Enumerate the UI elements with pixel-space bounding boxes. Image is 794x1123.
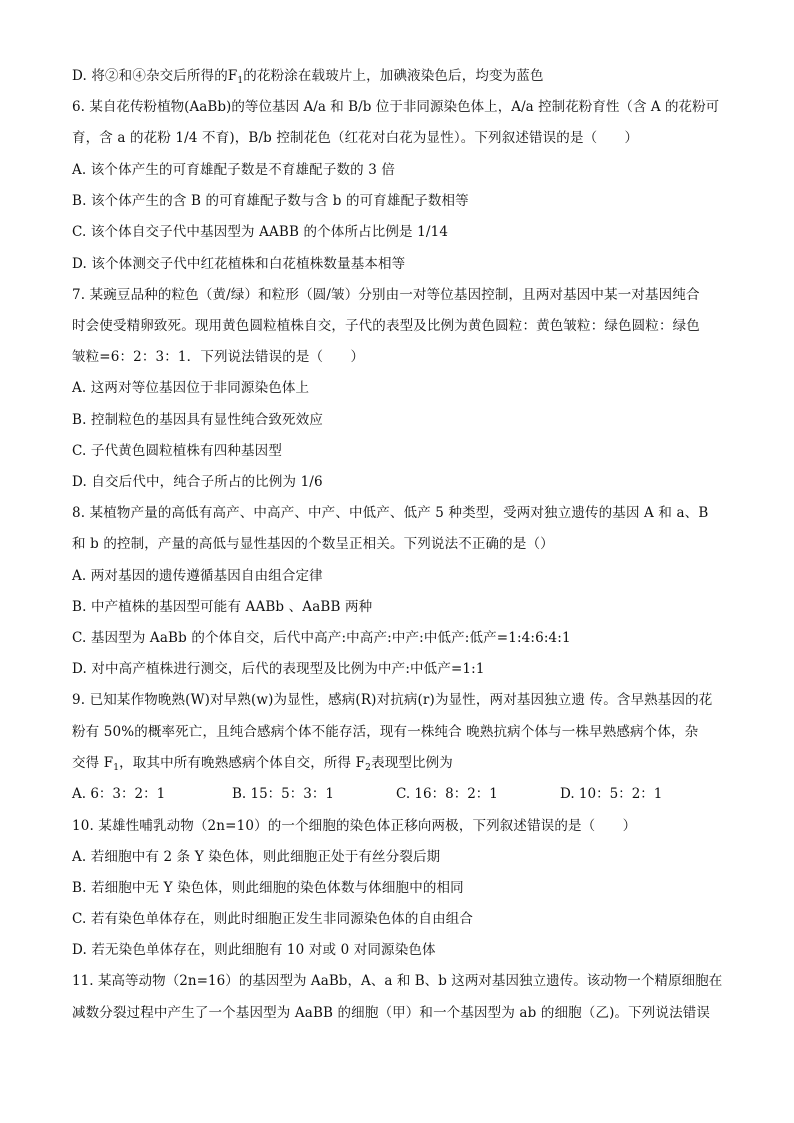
q8-stem-line1: 8. 某植物产量的高低有高产、中高产、中产、中低产、低产 5 种类型，受两对独立遗传的基因 A 和 a、B [72, 505, 709, 521]
q8-option-a: A. 两对基因的遗传遵循基因自由组合定律 [72, 568, 323, 584]
q7-option-d: D. 自交后代中，纯合子所占的比例为 1/6 [72, 474, 323, 490]
q9-stem-line2: 粉有 50%的概率死亡，且纯合感病个体不能存活，现有一株纯合 晚熟抗病个体与一株早熟感病个体，杂 [72, 724, 699, 740]
q9-stem-line3: 交得 $F_1$，取其中所有晚熟感病个体自交，所得 $F_2$表现型比例为 [72, 755, 453, 773]
q10-stem-line1: 10. 某雄性哺乳动物（2n=10）的一个细胞的染色体正移向两极，下列叙述错误的是（ ） [72, 818, 637, 834]
q7-option-c: C. 子代黄色圆粒植株有四种基因型 [72, 443, 282, 459]
q9-option-d: D. 10：5：2：1 [560, 786, 663, 802]
q10-option-a: A. 若细胞中有 2 条 Y 染色体，则此细胞正处于有丝分裂后期 [72, 849, 441, 865]
q10-option-d: D. 若无染色单体存在，则此细胞有 10 对或 0 对同源染色体 [72, 942, 436, 958]
q6-option-d: D. 该个体测交子代中红花植株和白花植株数量基本相等 [72, 256, 406, 272]
q5-option-d: D. 将②和④杂交后所得的$F_1$的花粉涂在载玻片上，加碘液染色后，均变为蓝色 [72, 68, 544, 86]
q6-option-b: B. 该个体产生的含 B 的可育雄配子数与含 b 的可育雄配子数相等 [72, 193, 469, 209]
q11-stem-line1: 11. 某高等动物（2n=16）的基因型为 AaBb，A、a 和 B、b 这两对基因独立遗传。该动物一个精原细胞在 [72, 973, 723, 989]
q11-stem-line2: 减数分裂过程中产生了一个基因型为 AaBB 的细胞（甲）和一个基因型为 ab 的细胞（乙)。下列说法错误 [72, 1005, 711, 1021]
q9-option-b: B. 15：5：3：1 [232, 786, 334, 802]
q7-stem-line3: 皱粒=6：2：3：1．下列说法错误的是（ ） [72, 349, 365, 365]
q7-stem-line1: 7. 某豌豆品种的粒色（黄/绿）和粒形（圆/皱）分别由一对等位基因控制，且两对基因中某一对基因纯合 [72, 287, 700, 303]
q9-option-c: C. 16：8：2：1 [396, 786, 498, 802]
q8-stem-line2: 和 b 的控制，产量的高低与显性基因的个数呈正相关。下列说法不正确的是（） [72, 536, 554, 552]
q9-options [72, 784, 722, 804]
q6-stem-line1: 6. 某自花传粉植物(AaBb)的等位基因 A/a 和 B/b 位于非同源染色体上，A/a 控制花粉育性（含 A 的花粉可 [72, 99, 720, 115]
q8-option-c: C. 基因型为 AaBb 的个体自交，后代中高产:中高产:中产:中低产:低产=1:4:6:4:1 [72, 630, 571, 646]
q10-option-c: C. 若有染色单体存在，则此时细胞正发生非同源染色体的自由组合 [72, 911, 474, 927]
q8-option-b: B. 中产植株的基因型可能有 AABb 、AaBB 两种 [72, 599, 373, 615]
q8-option-d: D. 对中高产植株进行测交，后代的表现型及比例为中产:中低产=1:1 [72, 661, 485, 677]
q6-stem-line2: 育，含 a 的花粉 1/4 不育)，B/b 控制花色（红花对白花为显性）。下列叙述错误的是（ ） [72, 130, 639, 146]
q6-option-a: A. 该个体产生的可育雄配子数是不育雄配子数的 3 倍 [72, 162, 396, 178]
q9-stem-line1: 9. 已知某作物晚熟(W)对早熟(w)为显性，感病(R)对抗病(r)为显性，两对基因独立遗 传。含早熟基因的花 [72, 692, 713, 708]
q6-option-c: C. 该个体自交子代中基因型为 AABB 的个体所占比例是 1/14 [72, 224, 449, 240]
q7-option-b: B. 控制粒色的基因具有显性纯合致死效应 [72, 412, 324, 428]
q9-option-a: A. 6：3：2：1 [72, 786, 166, 802]
q7-option-a: A. 这两对等位基因位于非同源染色体上 [72, 380, 310, 396]
q7-stem-line2: 时会使受精卵致死。现用黄色圆粒植株自交，子代的表型及比例为黄色圆粒：黄色皱粒：绿色圆粒：绿色 [72, 318, 700, 334]
q10-option-b: B. 若细胞中无 Y 染色体，则此细胞的染色体数与体细胞中的相同 [72, 880, 464, 896]
